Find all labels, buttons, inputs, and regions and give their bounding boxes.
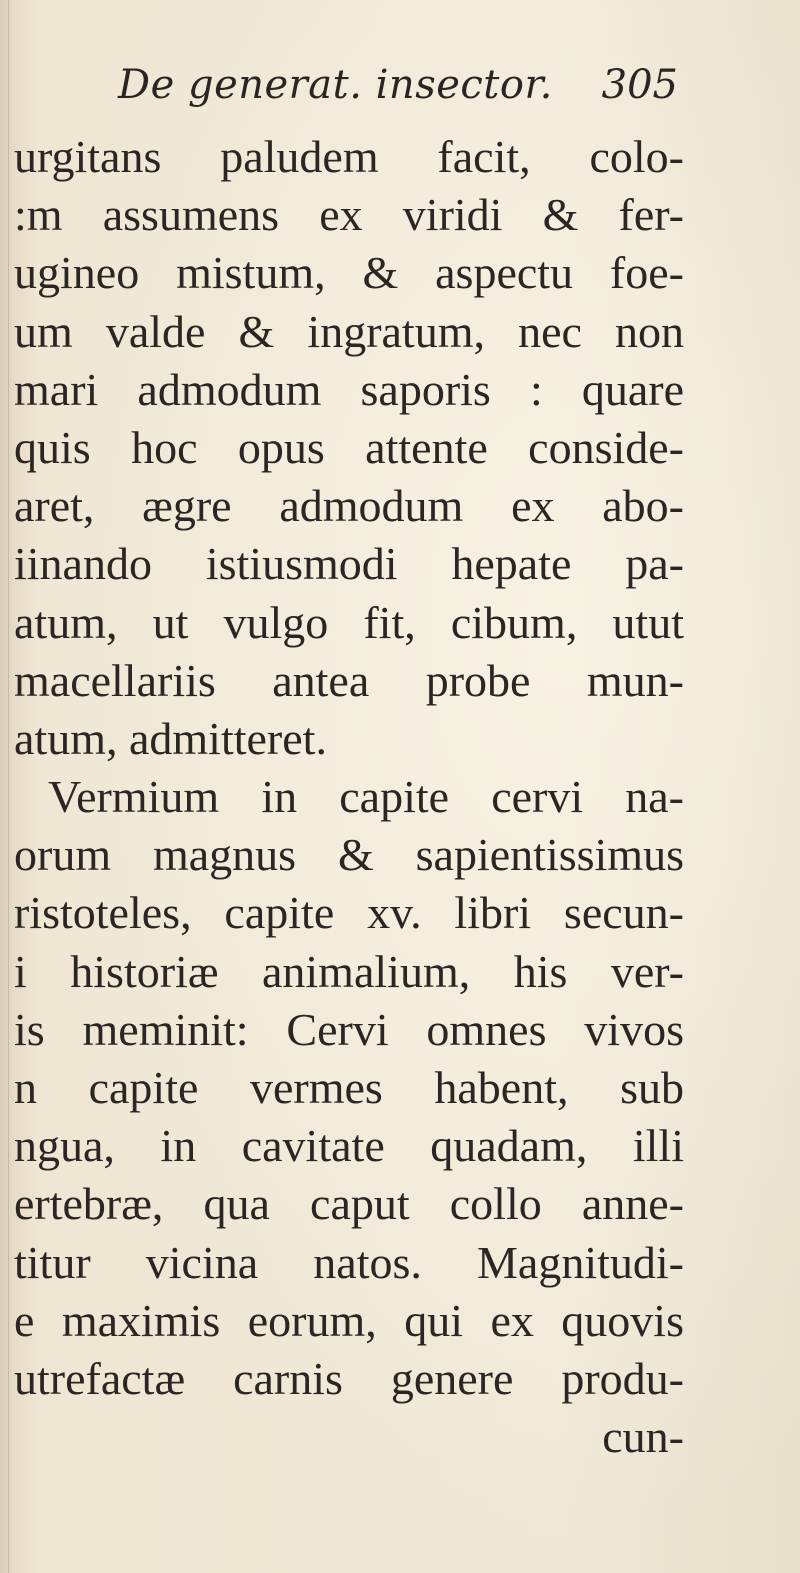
text-line: ngua, in cavitate quadam, illi — [14, 1120, 684, 1172]
text-line: is meminit: Cervi omnes vivos — [14, 1003, 684, 1055]
page-header — [118, 62, 678, 118]
gutter-edge — [8, 0, 9, 1573]
text-line: utrefactæ carnis genere produ- — [14, 1352, 684, 1404]
text-line: ristoteles, capite xv. libri secun- — [14, 887, 684, 939]
text-line: quis hoc opus attente conside- — [14, 421, 684, 473]
text-line: titur vicina natos. Magnitudi- — [14, 1236, 684, 1288]
catchword: cun- — [602, 1411, 684, 1463]
text-line: n capite vermes habent, sub — [14, 1062, 684, 1113]
text-line: mari admodum saporis : quare — [14, 363, 684, 415]
running-title: De generat. insector. — [118, 62, 553, 108]
paragraph-end-line: atum, admitteret. — [14, 712, 327, 764]
body-text — [14, 128, 684, 1466]
text-line: urgitans paludem facit, colo- — [14, 131, 684, 182]
text-line: ertebræ, qua caput collo anne- — [14, 1178, 684, 1230]
text-line: orum magnus & sapientissimus — [14, 829, 684, 881]
text-line: i historiæ animalium, his ver- — [14, 945, 684, 997]
text-line: iinando istiusmodi hepate pa- — [14, 538, 684, 590]
paragraph-start-line: Vermium in capite cervi na- — [48, 771, 684, 823]
text-line: aret, ægre admodum ex abo- — [14, 480, 684, 532]
text-line: um valde & ingratum, nec non — [14, 305, 684, 357]
text-line: atum, ut vulgo fit, cibum, utut — [14, 596, 684, 648]
text-line: macellariis antea probe mun- — [14, 654, 684, 706]
text-line: :m assumens ex viridi & fer- — [14, 189, 684, 241]
text-line: ugineo mistum, & aspectu foe- — [14, 247, 684, 299]
page-number: 305 — [601, 62, 678, 108]
text-line: e maximis eorum, qui ex quovis — [14, 1294, 684, 1346]
